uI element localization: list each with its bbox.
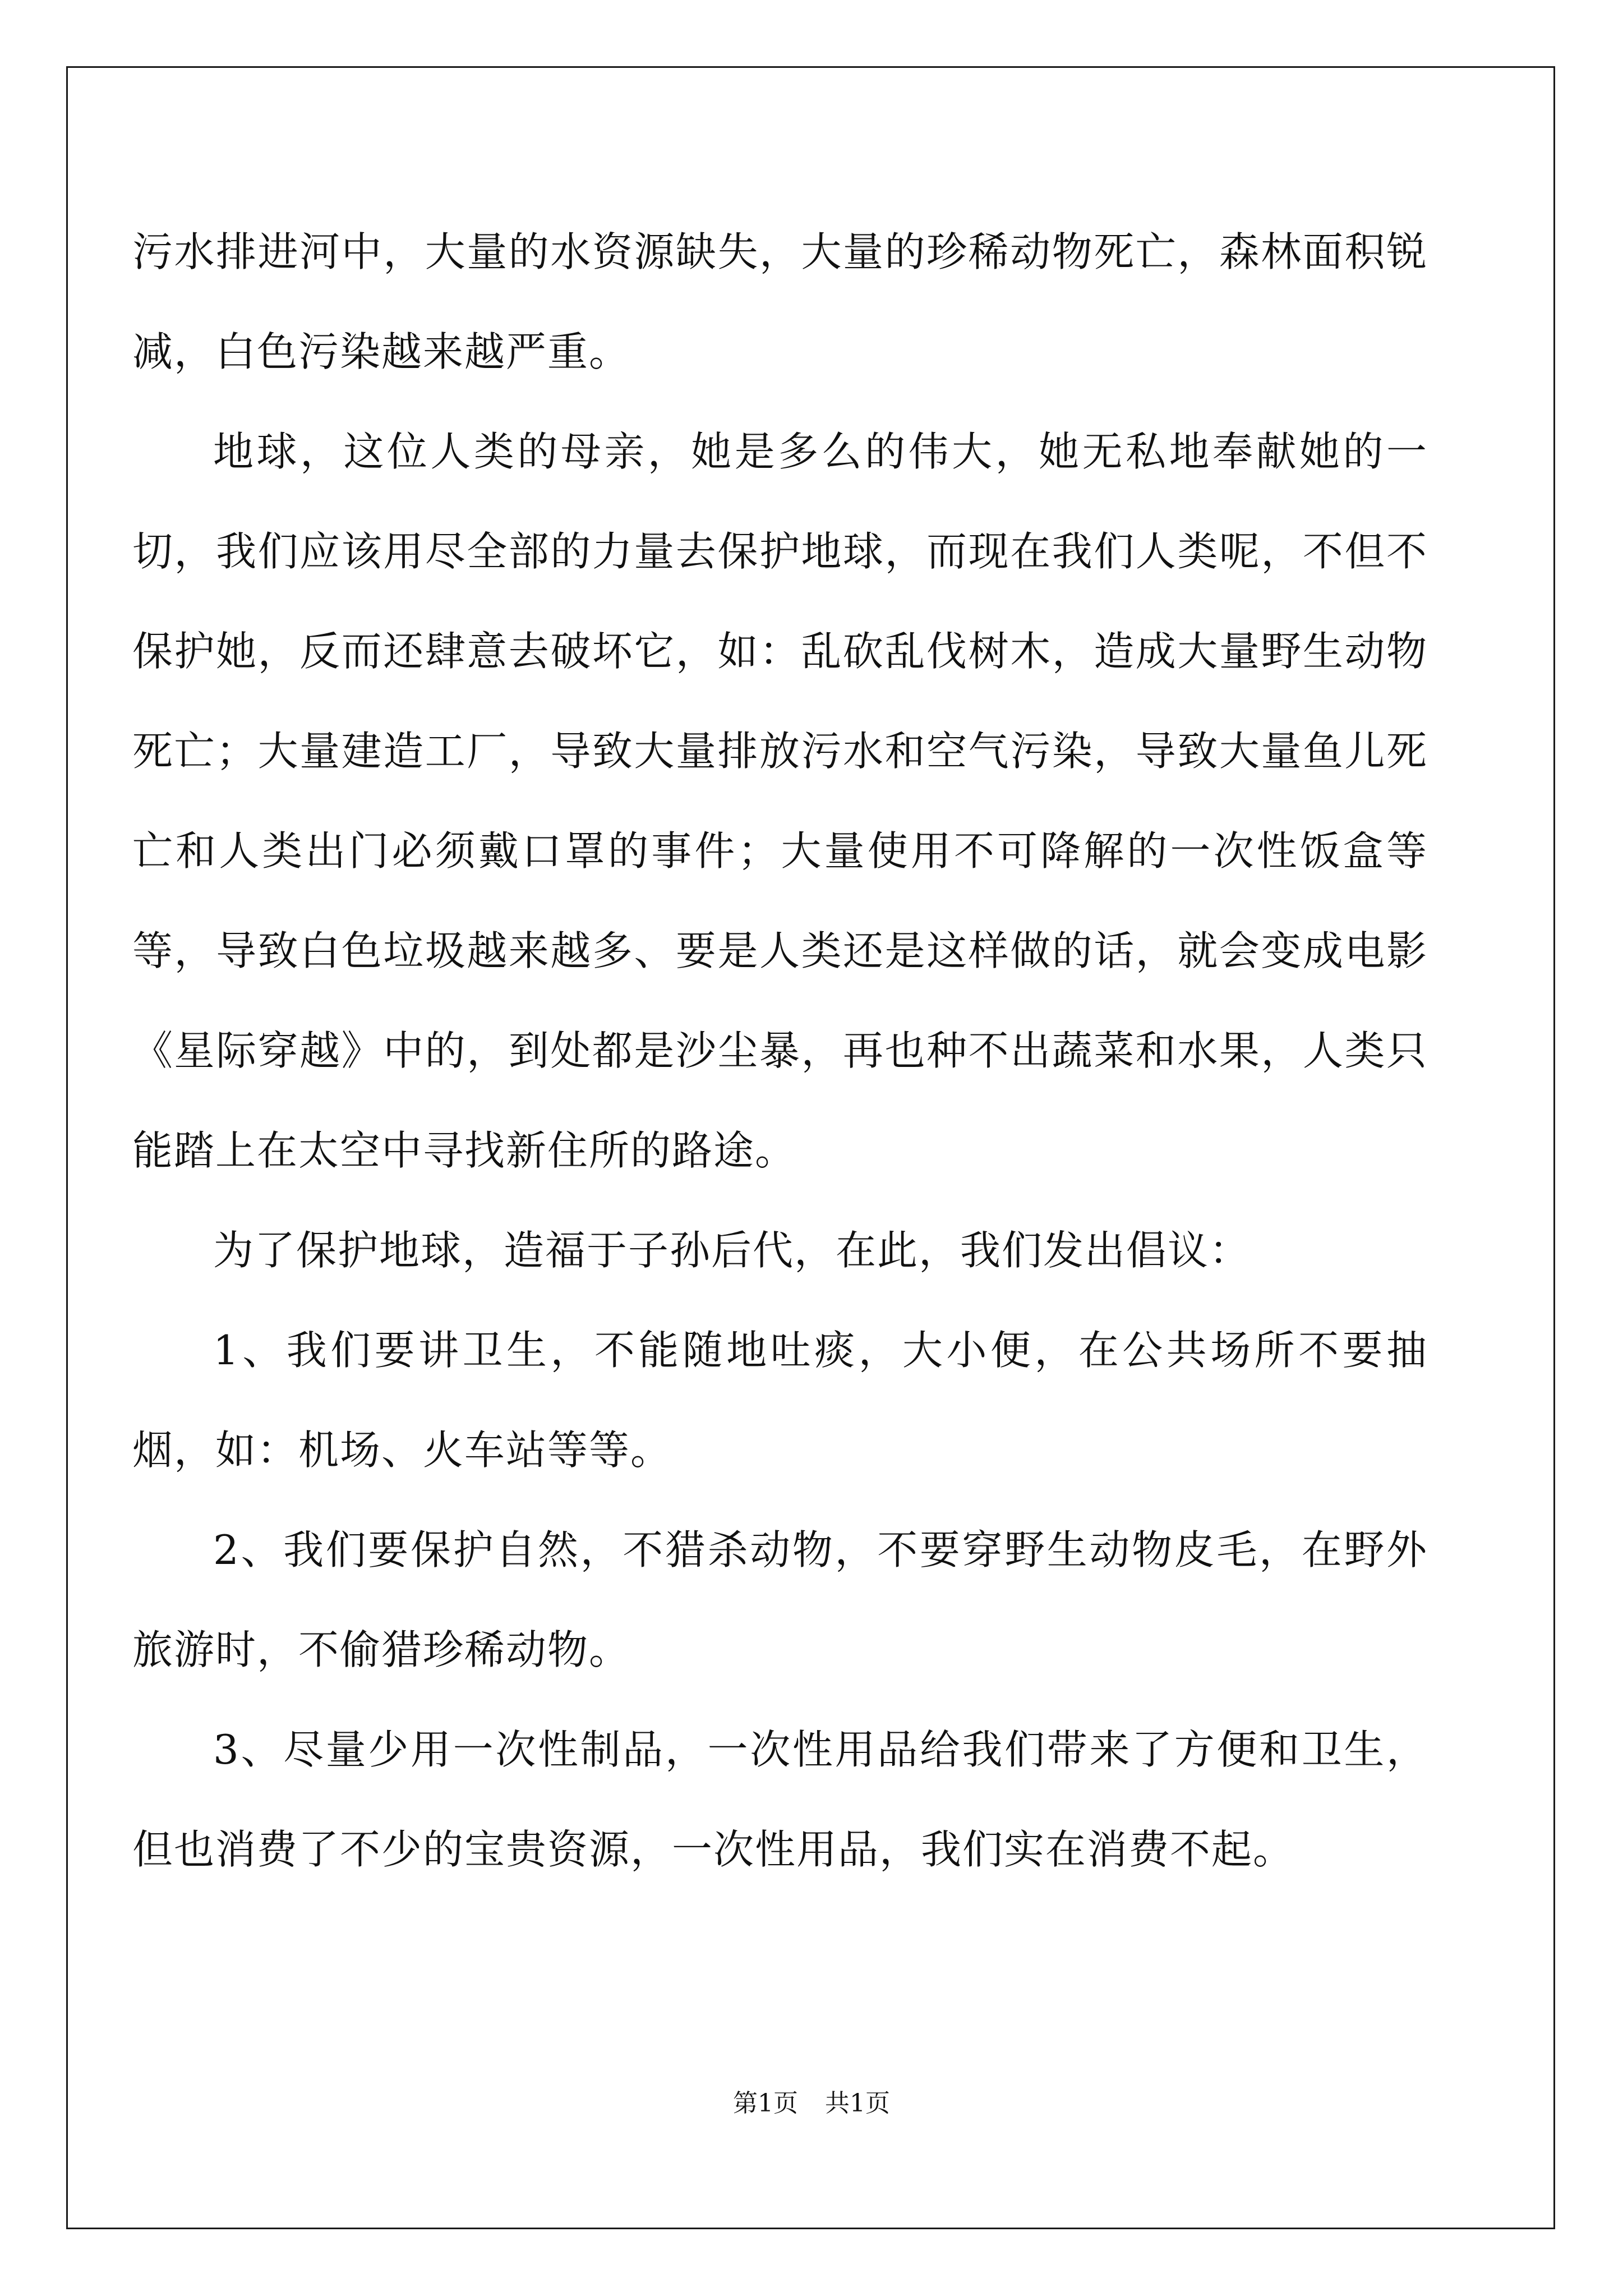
paragraph-4: 1、我们要讲卫生，不能随地吐痰，大小便，在公共场所不要抽烟，如：机场、火车站等等。	[132, 1327, 1428, 1474]
document-body	[132, 202, 1428, 1899]
page-footer	[0, 2083, 1623, 2119]
paragraph-2: 地球，这位人类的母亲，她是多么的伟大，她无私地奉献她的一切，我们应该用尽全部的力量去保护地球，而现在我们人类呢，不但不保护她，反而还肆意去破坏它，如：乱砍乱伐树木，造成大量野生动物死亡；大量建造工厂，导致大量排放污水和空气污染，导致大量鱼儿死亡和人类出门必须戴口罩的事件；大量使用不可降解的一次性饭盒等等，导致白色垃圾越来越多、要是人类还是这样做的话，就会变成电影《星际穿越》中的，到处都是沙尘暴，再也种不出蔬菜和水果，人类只能踏上在太空中寻找新住所的路途。	[132, 428, 1428, 1174]
page-number: 第1页	[733, 2089, 798, 2118]
page-total: 共1页	[825, 2089, 890, 2118]
paragraph-1: 污水排进河中，大量的水资源缺失，大量的珍稀动物死亡，森林面积锐减，白色污染越来越严重。	[132, 228, 1428, 375]
paragraph-3: 为了保护地球，造福于子孙后代，在此，我们发出倡议：	[213, 1227, 1251, 1274]
paragraph-5: 2、我们要保护自然，不猎杀动物，不要穿野生动物皮毛，在野外旅游时，不偷猎珍稀动物。	[132, 1526, 1428, 1673]
paragraph-6: 3、尽量少用一次性制品，一次性用品给我们带来了方便和卫生，但也消费了不少的宝贵资源，一次性用品，我们实在消费不起。	[132, 1726, 1428, 1873]
